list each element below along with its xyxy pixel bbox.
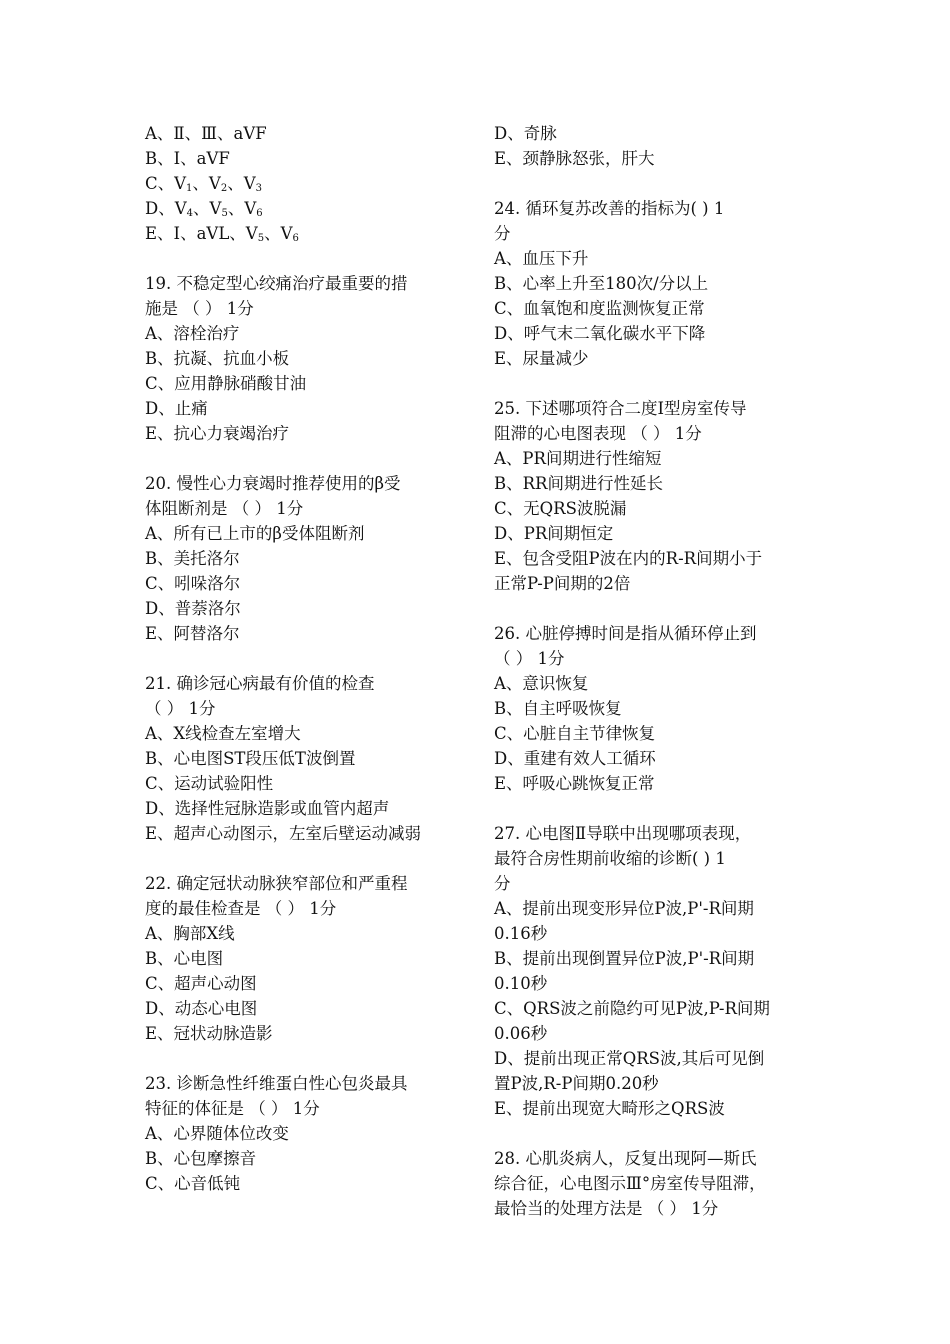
question-stem-line: 分 — [494, 224, 511, 243]
question-stem-line: 体阻断剂是 （ ） 1分 — [145, 499, 304, 518]
question-23 — [145, 1071, 460, 1196]
question-stem-line: 阻滞的心电图表现 （ ） 1分 — [494, 424, 702, 443]
spacer — [494, 1121, 809, 1146]
option-line: B、RR间期进行性延长 — [494, 474, 663, 493]
option-line: 0.10秒 — [494, 974, 548, 993]
option-line: 0.16秒 — [494, 924, 548, 943]
question-27 — [494, 821, 809, 1121]
option-line: C、心脏自主节律恢复 — [494, 724, 656, 743]
option-text: 、V — [192, 174, 221, 193]
question-stem-line: 施是 （ ） 1分 — [145, 299, 254, 318]
question-stem-line: 28. 心肌炎病人，反复出现阿—斯氏 — [494, 1149, 757, 1168]
option-line: B、心包摩擦音 — [145, 1149, 257, 1168]
option-line: D、重建有效人工循环 — [494, 749, 656, 768]
question-stem-line: 23. 诊断急性纤维蛋白性心包炎最具 — [145, 1074, 408, 1093]
option-line: C、QRS波之前隐约可见P波,P-R间期 — [494, 999, 770, 1018]
subscript: 6 — [292, 233, 299, 244]
option-c — [145, 171, 460, 196]
option-line: E、呼吸心跳恢复正常 — [494, 774, 655, 793]
subscript: 3 — [255, 183, 263, 194]
question-stem-line: 26. 心脏停搏时间是指从循环停止到 — [494, 624, 757, 643]
option-line: B、抗凝、抗血小板 — [145, 349, 290, 368]
question-stem-line: （ ） 1分 — [145, 699, 216, 718]
option-text: 、V — [227, 199, 257, 218]
option-line: D、选择性冠脉造影或血管内超声 — [145, 799, 390, 818]
option-line: B、心电图ST段压低T波倒置 — [145, 749, 356, 768]
option-text: 、V — [227, 174, 256, 193]
subscript: 1 — [186, 183, 193, 194]
option-line: C、吲哚洛尔 — [145, 574, 241, 593]
question-23-continued — [494, 121, 809, 171]
option-line: B、美托洛尔 — [145, 549, 240, 568]
subscript: 5 — [221, 208, 228, 219]
spacer — [494, 596, 809, 621]
question-19 — [145, 271, 460, 446]
option-line: A、所有已上市的β受体阻断剂 — [145, 524, 365, 543]
question-18-options — [145, 121, 460, 246]
option-text: D、V — [145, 199, 187, 218]
option-e — [145, 221, 460, 246]
spacer — [145, 846, 460, 871]
question-stem-line: 25. 下述哪项符合二度Ⅰ型房室传导 — [494, 399, 747, 418]
right-column — [494, 121, 809, 1221]
option-line: C、血氧饱和度监测恢复正常 — [494, 299, 705, 318]
option-line: B、心率上升至180次/分以上 — [494, 274, 709, 293]
question-stem-line: 度的最佳检查是 （ ） 1分 — [145, 899, 337, 918]
option-text: E、Ⅰ、aVL、V — [145, 224, 258, 243]
option-line: E、包含受阻P波在内的R-R间期小于 — [494, 549, 763, 568]
subscript: 6 — [256, 208, 263, 219]
question-stem-line: 特征的体征是 （ ） 1分 — [145, 1099, 320, 1118]
subscript: 4 — [186, 208, 194, 219]
option-line: A、溶栓治疗 — [145, 324, 240, 343]
option-line: 0.06秒 — [494, 1024, 548, 1043]
option-line: A、胸部X线 — [145, 924, 235, 943]
subscript: 2 — [220, 183, 228, 194]
question-stem-line: 27. 心电图Ⅱ导联中出现哪项表现， — [494, 824, 752, 843]
question-stem-line: 24. 循环复苏改善的指标为( ) 1 — [494, 199, 725, 218]
option-line: C、超声心动图 — [145, 974, 257, 993]
option-line: A、血压下升 — [494, 249, 589, 268]
question-28 — [494, 1146, 809, 1221]
option-text: 、V — [193, 199, 222, 218]
option-a — [145, 121, 460, 146]
option-text: B、Ⅰ、aVF — [145, 149, 230, 168]
option-line: C、运动试验阳性 — [145, 774, 274, 793]
option-line: A、意识恢复 — [494, 674, 589, 693]
question-stem-line: 19. 不稳定型心绞痛治疗最重要的措 — [145, 274, 408, 293]
option-line: E、阿替洛尔 — [145, 624, 240, 643]
spacer — [494, 371, 809, 396]
subscript: 5 — [257, 233, 265, 244]
question-24 — [494, 196, 809, 371]
option-text: C、V — [145, 174, 187, 193]
option-d — [145, 196, 460, 221]
question-stem-line: 综合征，心电图示Ⅲ°房室传导阻滞， — [494, 1174, 766, 1193]
question-stem-line: 20. 慢性心力衰竭时推荐使用的β受 — [145, 474, 401, 493]
question-21 — [145, 671, 460, 846]
spacer — [494, 171, 809, 196]
question-20 — [145, 471, 460, 646]
option-line: D、PR间期恒定 — [494, 524, 614, 543]
option-line: A、提前出现变形异位P波,P'-R间期 — [494, 899, 754, 918]
option-line: D、止痛 — [145, 399, 208, 418]
option-line: B、心电图 — [145, 949, 224, 968]
spacer — [145, 446, 460, 471]
option-line: C、心音低钝 — [145, 1174, 241, 1193]
question-25 — [494, 396, 809, 596]
option-line: A、X线检查左室增大 — [145, 724, 301, 743]
option-line: A、心界随体位改变 — [145, 1124, 289, 1143]
option-line: A、PR间期进行性缩短 — [494, 449, 662, 468]
option-d: D、奇脉 — [494, 124, 557, 143]
question-stem-line: 21. 确诊冠心病最有价值的检查 — [145, 674, 375, 693]
spacer — [145, 646, 460, 671]
option-line: E、冠状动脉造影 — [145, 1024, 273, 1043]
question-26 — [494, 621, 809, 796]
question-stem-line: 最符合房性期前收缩的诊断( ) 1 — [494, 849, 726, 868]
option-line: D、普萘洛尔 — [145, 599, 241, 618]
option-line: D、动态心电图 — [145, 999, 258, 1018]
option-line: E、抗心力衰竭治疗 — [145, 424, 290, 443]
option-line: E、尿量减少 — [494, 349, 589, 368]
option-line: E、提前出现宽大畸形之QRS波 — [494, 1099, 725, 1118]
option-line: B、提前出现倒置异位P波,P'-R间期 — [494, 949, 755, 968]
question-stem-line: 最恰当的处理方法是 （ ） 1分 — [494, 1199, 719, 1218]
option-line: D、呼气末二氧化碳水平下降 — [494, 324, 706, 343]
option-text: A、Ⅱ、Ⅲ、aVF — [145, 124, 267, 143]
question-stem-line: 分 — [494, 874, 511, 893]
option-line: 置P波,R-P间期0.20秒 — [494, 1074, 659, 1093]
question-22 — [145, 871, 460, 1046]
option-e: E、颈静脉怒张，肝大 — [494, 149, 655, 168]
option-b — [145, 146, 460, 171]
option-line: E、超声心动图示，左室后壁运动减弱 — [145, 824, 422, 843]
spacer — [145, 1046, 460, 1071]
left-column — [145, 121, 460, 1196]
option-line: C、应用静脉硝酸甘油 — [145, 374, 307, 393]
spacer — [494, 796, 809, 821]
option-line: 正常P-P间期的2倍 — [494, 574, 631, 593]
option-line: C、无QRS波脱漏 — [494, 499, 627, 518]
option-line: D、提前出现正常QRS波,其后可见倒 — [494, 1049, 765, 1068]
option-line: B、自主呼吸恢复 — [494, 699, 622, 718]
spacer — [145, 246, 460, 271]
question-stem-line: （ ） 1分 — [494, 649, 565, 668]
option-text: 、V — [264, 224, 293, 243]
question-stem-line: 22. 确定冠状动脉狭窄部位和严重程 — [145, 874, 408, 893]
